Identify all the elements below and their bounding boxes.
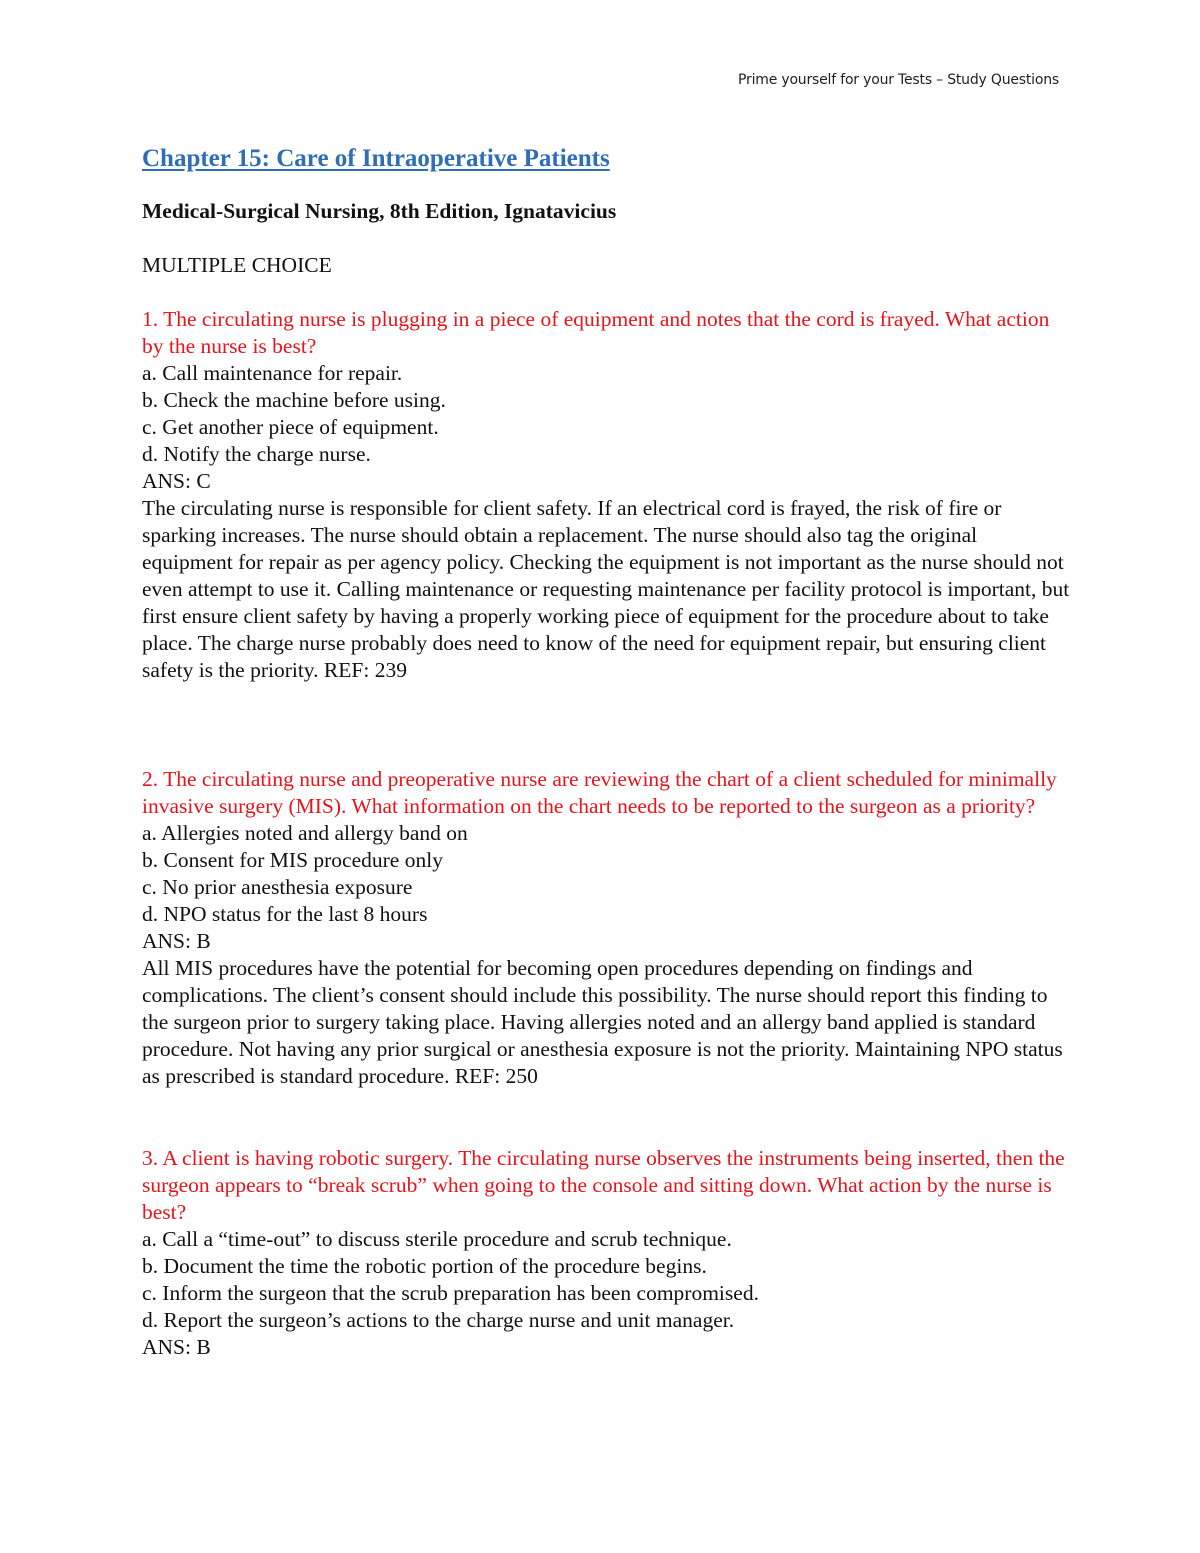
rationale-text: All MIS procedures have the potential for becoming open procedures depending on findings and complications. The client’s consent should include this possibility. The nurse should report this finding to the surgeon prior to surgery taking place. Having allergies noted and an allergy band applied is standard procedure. Not having any prior surgical or anesthesia exposure is not the priority. Maintaining NPO status as prescribed is standard procedure. REF: 250 [142, 956, 1063, 1088]
question-3 [142, 1145, 1072, 1361]
document-body [142, 143, 1072, 1361]
running-header: Prime yourself for your Tests – Study Questions [738, 72, 1059, 88]
question-stem: 2. The circulating nurse and preoperative nurse are reviewing the chart of a client scheduled for minimally invasive surgery (MIS). What information on the chart needs to be reported to the surgeon as a priority? [142, 767, 1057, 818]
answer-option-b: b. Check the machine before using. [142, 388, 446, 412]
question-2 [142, 766, 1072, 1090]
question-1 [142, 306, 1072, 684]
section-heading: MULTIPLE CHOICE [142, 253, 332, 277]
answer-option-b: b. Consent for MIS procedure only [142, 848, 443, 872]
answer-key: ANS: B [142, 1335, 211, 1359]
answer-option-a: a. Call a “time-out” to discuss sterile procedure and scrub technique. [142, 1227, 732, 1251]
answer-key: ANS: B [142, 929, 211, 953]
answer-option-d: d. NPO status for the last 8 hours [142, 902, 428, 926]
rationale-text: The circulating nurse is responsible for client safety. If an electrical cord is frayed, the risk of fire or sparking increases. The nurse should obtain a replacement. The nurse should also tag the original equipment for repair as per agency policy. Checking the equipment is not important as the nurse should not even attempt to use it. Calling maintenance or requesting maintenance per facility protocol is important, but first ensure client safety by having a properly working piece of equipment for the procedure about to take place. The charge nurse probably does need to know of the need for equipment repair, but ensuring client safety is the priority. REF: 239 [142, 496, 1070, 682]
answer-option-c: c. No prior anesthesia exposure [142, 875, 413, 899]
answer-option-a: a. Allergies noted and allergy band on [142, 821, 468, 845]
answer-option-c: c. Get another piece of equipment. [142, 415, 439, 439]
answer-option-d: d. Report the surgeon’s actions to the charge nurse and unit manager. [142, 1308, 735, 1332]
question-stem: 3. A client is having robotic surgery. The circulating nurse observes the instruments being inserted, then the surgeon appears to “break scrub” when going to the console and sitting down. What action by the nurse is best? [142, 1146, 1065, 1224]
answer-key: ANS: C [142, 469, 211, 493]
question-stem: 1. The circulating nurse is plugging in a piece of equipment and notes that the cord is frayed. What action by the nurse is best? [142, 307, 1050, 358]
spacer [142, 684, 1072, 766]
answer-option-b: b. Document the time the robotic portion of the procedure begins. [142, 1254, 707, 1278]
spacer [142, 1090, 1072, 1145]
chapter-title: Chapter 15: Care of Intraoperative Patients [142, 145, 610, 172]
book-title: Medical-Surgical Nursing, 8th Edition, Ignatavicius [142, 199, 617, 223]
answer-option-d: d. Notify the charge nurse. [142, 442, 371, 466]
answer-option-a: a. Call maintenance for repair. [142, 361, 403, 385]
answer-option-c: c. Inform the surgeon that the scrub preparation has been compromised. [142, 1281, 759, 1305]
